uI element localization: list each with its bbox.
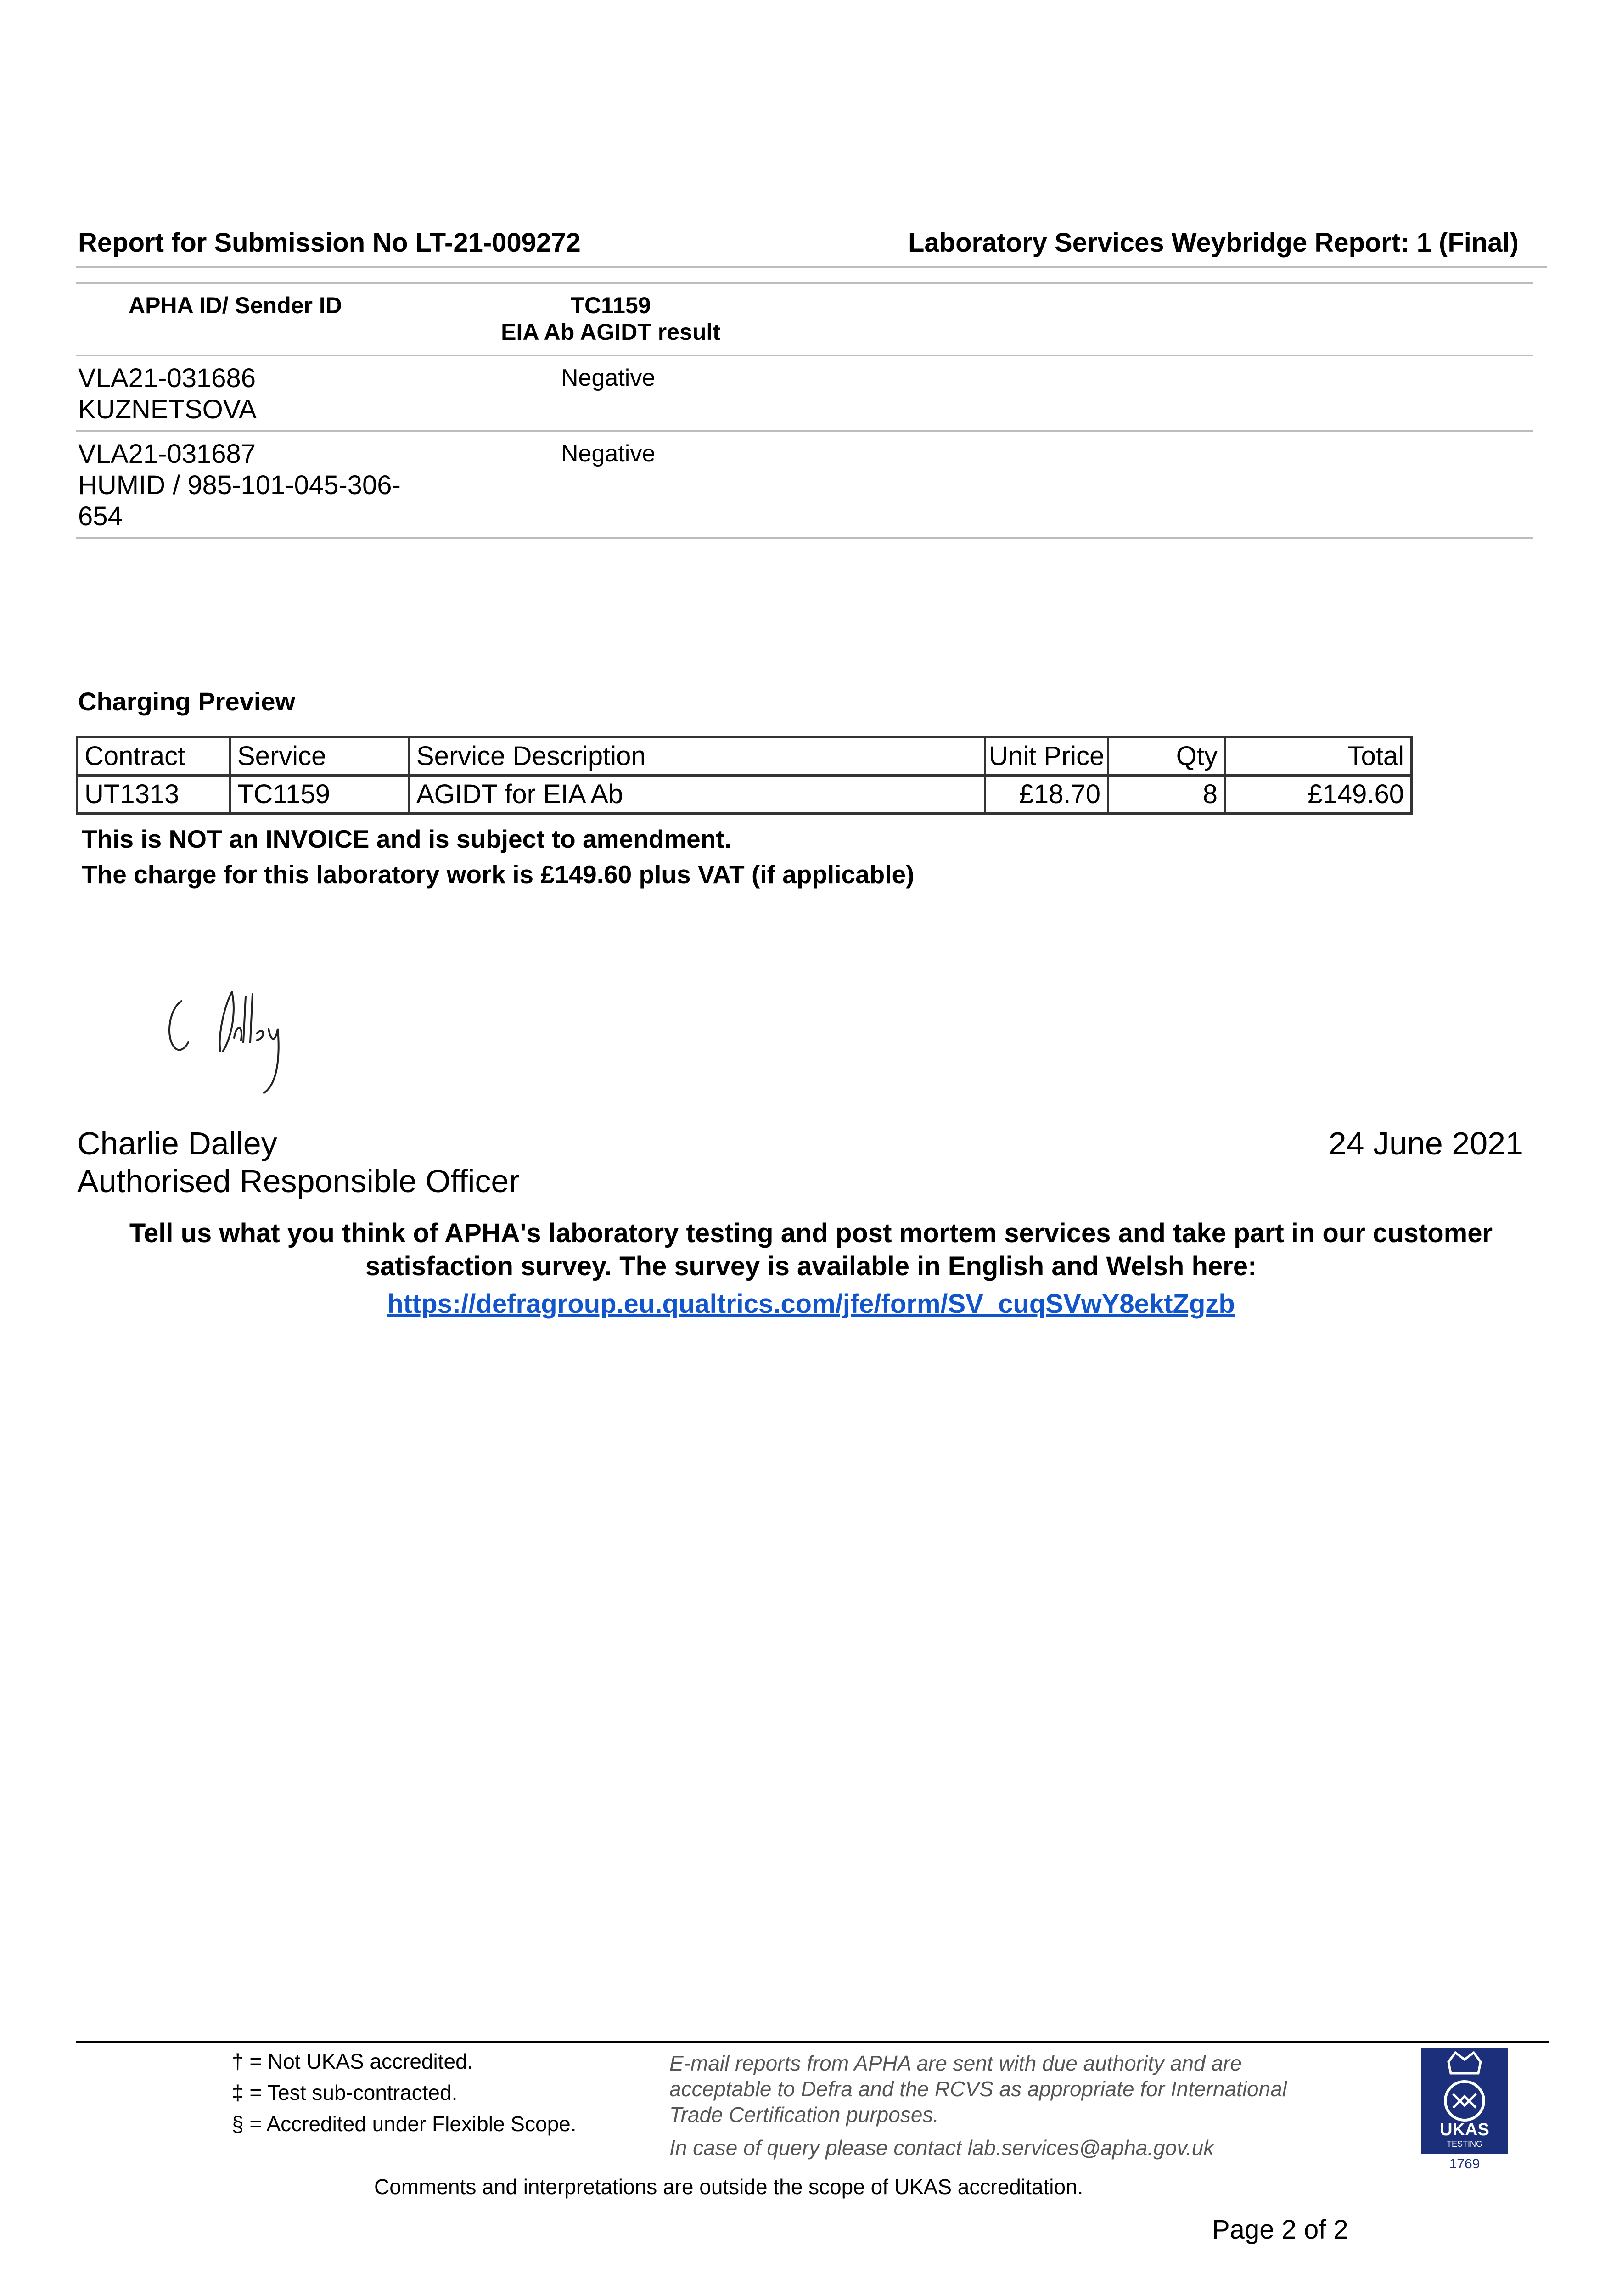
service-header: Service [230,737,409,776]
row-divider [76,355,1533,356]
charging-title: Charging Preview [78,687,296,716]
service-value: TC1159 [230,776,409,814]
unit-price-value: £18.70 [985,776,1108,814]
charge-statement: The charge for this laboratory work is £149.60 plus VAT (if applicable) [82,860,915,889]
contract-header: Contract [77,737,230,776]
sample-id: VLA21-031687 [78,439,256,469]
report-date: 24 June 2021 [1328,1125,1523,1161]
charging-header-row [77,737,1412,776]
legend-flexible-scope: § = Accredited under Flexible Scope. [232,2112,577,2136]
email-note [669,2050,1358,2161]
ukas-comments-note: Comments and interpretations are outside the scope of UKAS accreditation. [374,2175,1083,2199]
sender-id-continued: 654 [78,501,123,531]
ukas-logo [1421,2048,1508,2174]
email-note-line3: Trade Certification purposes. [669,2103,939,2127]
header-divider [76,266,1547,268]
table-bottom-divider [76,537,1533,539]
result-value: Negative [561,440,656,467]
qty-value: 8 [1108,776,1225,814]
column-header-id: APHA ID/ Sender ID [129,293,342,318]
email-note-line2: acceptable to Defra and the RCVS as appropriate for International [669,2077,1287,2101]
unit-price-header: Unit Price [985,737,1108,776]
table-row [78,363,257,425]
service-description-value: AGIDT for EIA Ab [409,776,985,814]
row-divider [76,430,1533,432]
service-description-header: Service Description [409,737,985,776]
signatory-role: Authorised Responsible Officer [77,1163,520,1199]
contract-value: UT1313 [77,776,230,814]
charging-row [77,776,1412,814]
legend-subcontracted: ‡ = Test sub-contracted. [232,2081,458,2105]
legend-not-accredited: † = Not UKAS accredited. [232,2049,473,2073]
footer-divider [76,2041,1549,2043]
email-note-line1: E-mail reports from APHA are sent with due authority and are [669,2051,1242,2075]
column-header-test [491,292,730,345]
ukas-label: UKAS [1440,2120,1489,2139]
total-header: Total [1225,737,1412,776]
qty-header: Qty [1108,737,1225,776]
page-number: Page 2 of 2 [1212,2215,1348,2245]
report-title: Laboratory Services Weybridge Report: 1 (Final) [908,228,1519,258]
table-top-divider [76,282,1533,284]
signatory-name: Charlie Dalley [77,1125,277,1161]
result-value: Negative [561,365,656,391]
survey-link[interactable]: https://defragroup.eu.qualtrics.com/jfe/form/SV_cuqSVwY8ektZgzb [387,1289,1235,1319]
footnote-legend [232,2046,577,2139]
query-note: In case of query please contact lab.services@apha.gov.uk [669,2136,1214,2160]
sender-id: HUMID / 985-101-045-306- [78,470,401,500]
table-row [78,439,401,532]
column-header-test-name: EIA Ab AGIDT result [501,319,720,345]
signature-image [163,983,310,1102]
sample-id: VLA21-031686 [78,363,256,393]
ukas-number: 1769 [1449,2156,1480,2172]
column-header-test-code: TC1159 [570,293,651,318]
survey-block [92,1217,1530,1321]
total-value: £149.60 [1225,776,1412,814]
survey-text-line1: Tell us what you think of APHA's laboratory testing and post mortem services and take part in our customer [129,1218,1493,1248]
ukas-sub: TESTING [1446,2139,1483,2149]
invoice-disclaimer: This is NOT an INVOICE and is subject to amendment. [82,825,731,853]
survey-text-line2: satisfaction survey. The survey is available in English and Welsh here: [365,1251,1257,1281]
charging-table [76,736,1413,815]
sender-id: KUZNETSOVA [78,394,257,424]
submission-title: Report for Submission No LT-21-009272 [78,228,581,258]
